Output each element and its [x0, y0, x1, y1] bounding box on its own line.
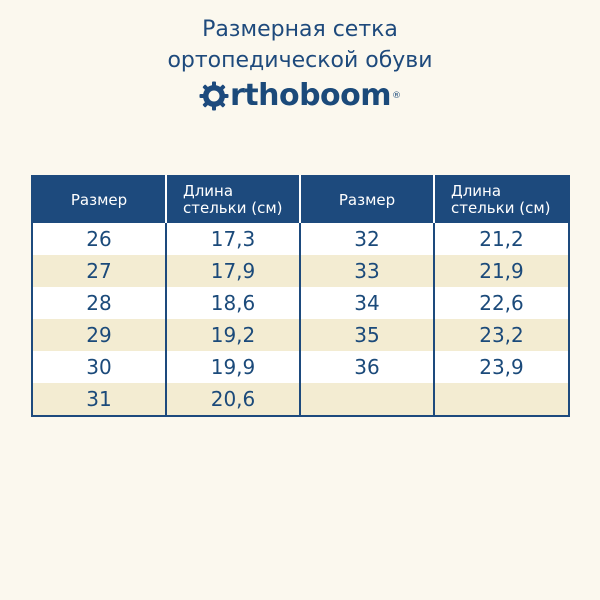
header-size-1: Размер	[32, 176, 166, 223]
registered-mark: ®	[392, 91, 402, 101]
table-row	[32, 255, 569, 287]
header-size-2: Размер	[300, 176, 434, 223]
brand-name: rthoboom	[229, 78, 392, 113]
table-cell: 18,6	[166, 287, 300, 319]
gear-o-icon	[199, 81, 229, 111]
table-row	[32, 383, 569, 416]
table-cell: 21,2	[434, 223, 569, 255]
table-cell	[300, 383, 434, 416]
title-line-1: Размерная сетка	[202, 17, 398, 42]
size-chart	[31, 175, 568, 424]
table-cell: 22,6	[434, 287, 569, 319]
table-cell	[434, 383, 569, 416]
table-cell: 19,2	[166, 319, 300, 351]
table-row	[32, 351, 569, 383]
size-table	[31, 175, 570, 417]
table-cell: 32	[300, 223, 434, 255]
table-cell: 17,9	[166, 255, 300, 287]
title-line-2: ортопедической обуви	[167, 48, 433, 73]
table-cell: 35	[300, 319, 434, 351]
table-row	[32, 287, 569, 319]
table-cell: 23,2	[434, 319, 569, 351]
header-insole-1: Длина стельки (см)	[166, 176, 300, 223]
page-title	[0, 14, 600, 76]
table-cell: 33	[300, 255, 434, 287]
table-cell: 20,6	[166, 383, 300, 416]
table-cell: 26	[32, 223, 166, 255]
table-cell: 21,9	[434, 255, 569, 287]
table-cell: 17,3	[166, 223, 300, 255]
table-cell: 30	[32, 351, 166, 383]
table-cell: 28	[32, 287, 166, 319]
table-row	[32, 319, 569, 351]
table-row	[32, 223, 569, 255]
table-cell: 19,9	[166, 351, 300, 383]
table-cell: 29	[32, 319, 166, 351]
table-cell: 34	[300, 287, 434, 319]
header-insole-2: Длина стельки (см)	[434, 176, 569, 223]
table-cell: 27	[32, 255, 166, 287]
table-header-row	[32, 176, 569, 223]
table-cell: 23,9	[434, 351, 569, 383]
table-cell: 36	[300, 351, 434, 383]
table-cell: 31	[32, 383, 166, 416]
brand-logo	[0, 76, 600, 116]
